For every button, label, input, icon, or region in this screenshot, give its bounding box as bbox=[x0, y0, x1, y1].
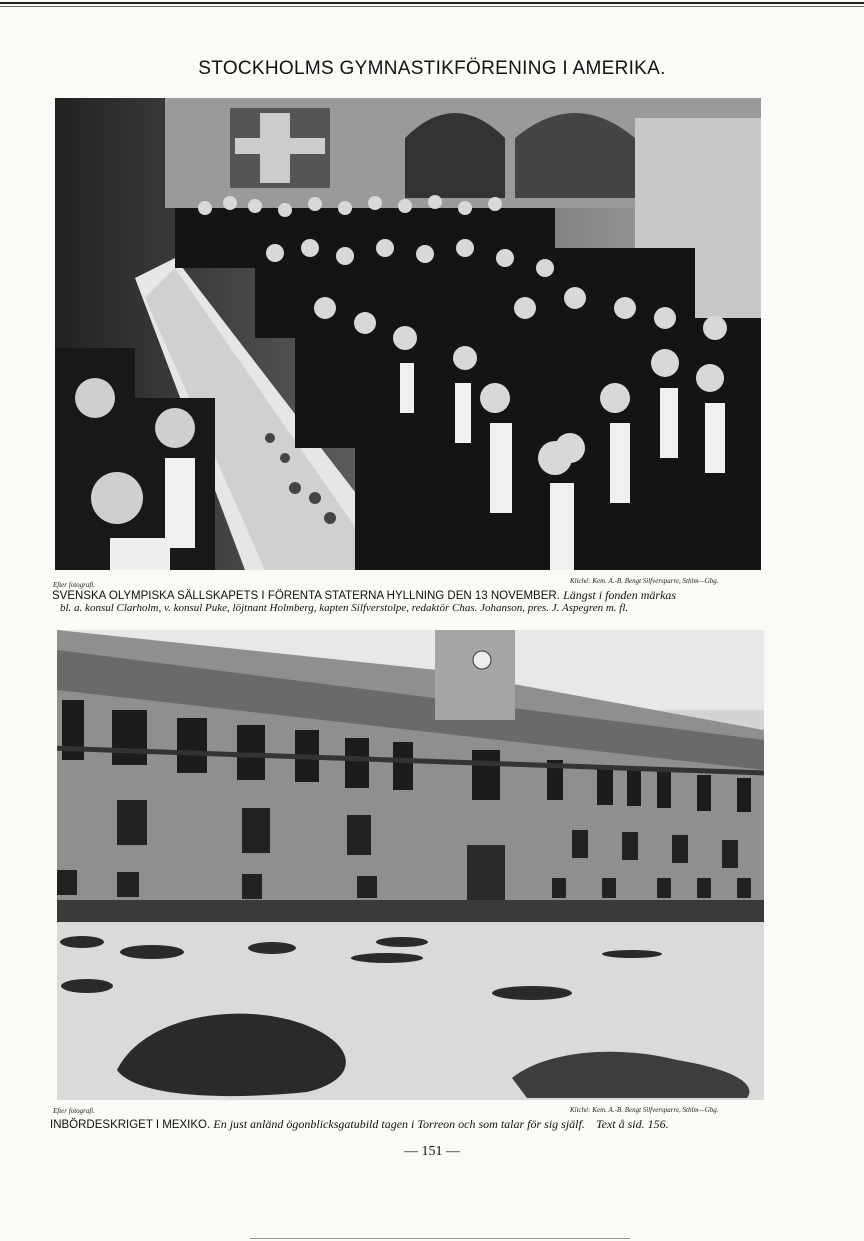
photo1-caption-italic: Längst i fonden märkas bbox=[563, 588, 677, 602]
photo1-caption-caps: SVENSKA OLYMPISKA SÄLLSKAPETS I FÖRENTA STATERNA HYLLNING DEN 13 NOVEMBER. bbox=[52, 590, 560, 602]
photo1-caption-line2: bl. a. konsul Clarholm, v. konsul Puke, löjtnant Holmberg, kapten Silfverstolpe, redaktör Chas. Johanson, pres. J. Aspegren m. fl. bbox=[60, 602, 629, 614]
photo2-credit-left: Efter fotografi. bbox=[53, 1107, 95, 1115]
top-rule bbox=[0, 2, 864, 4]
photo2-credit-right: Kliché: Kem. A.-B. Bengt Silfversparre, Sthlm—Gbg. bbox=[570, 1106, 719, 1114]
bottom-rule bbox=[250, 1238, 630, 1239]
photo1-caption bbox=[52, 588, 676, 603]
photo2-caption-ref: Text å sid. 156. bbox=[596, 1117, 669, 1131]
top-rule-thin bbox=[0, 6, 864, 7]
mexico-street-photo bbox=[57, 630, 764, 1100]
photo1-credit-left: Efter fotografi. bbox=[53, 581, 95, 589]
photo2-caption-italic: En just anländ ögonblicksgatubild tagen i Torreon och som talar för sig själf. bbox=[213, 1117, 585, 1131]
page-number: — 151 — bbox=[404, 1144, 460, 1159]
photo2-caption-caps: INBÖRDESKRIGET I MEXIKO. bbox=[50, 1119, 211, 1131]
banquet-photo bbox=[55, 98, 761, 570]
photo2-caption bbox=[50, 1117, 669, 1132]
page-title: STOCKHOLMS GYMNASTIKFÖRENING I AMERIKA. bbox=[198, 58, 666, 79]
photo1-credit-right: Kliché: Kem. A.-B. Bengt Silfversparre, Sthlm—Gbg. bbox=[570, 577, 719, 585]
